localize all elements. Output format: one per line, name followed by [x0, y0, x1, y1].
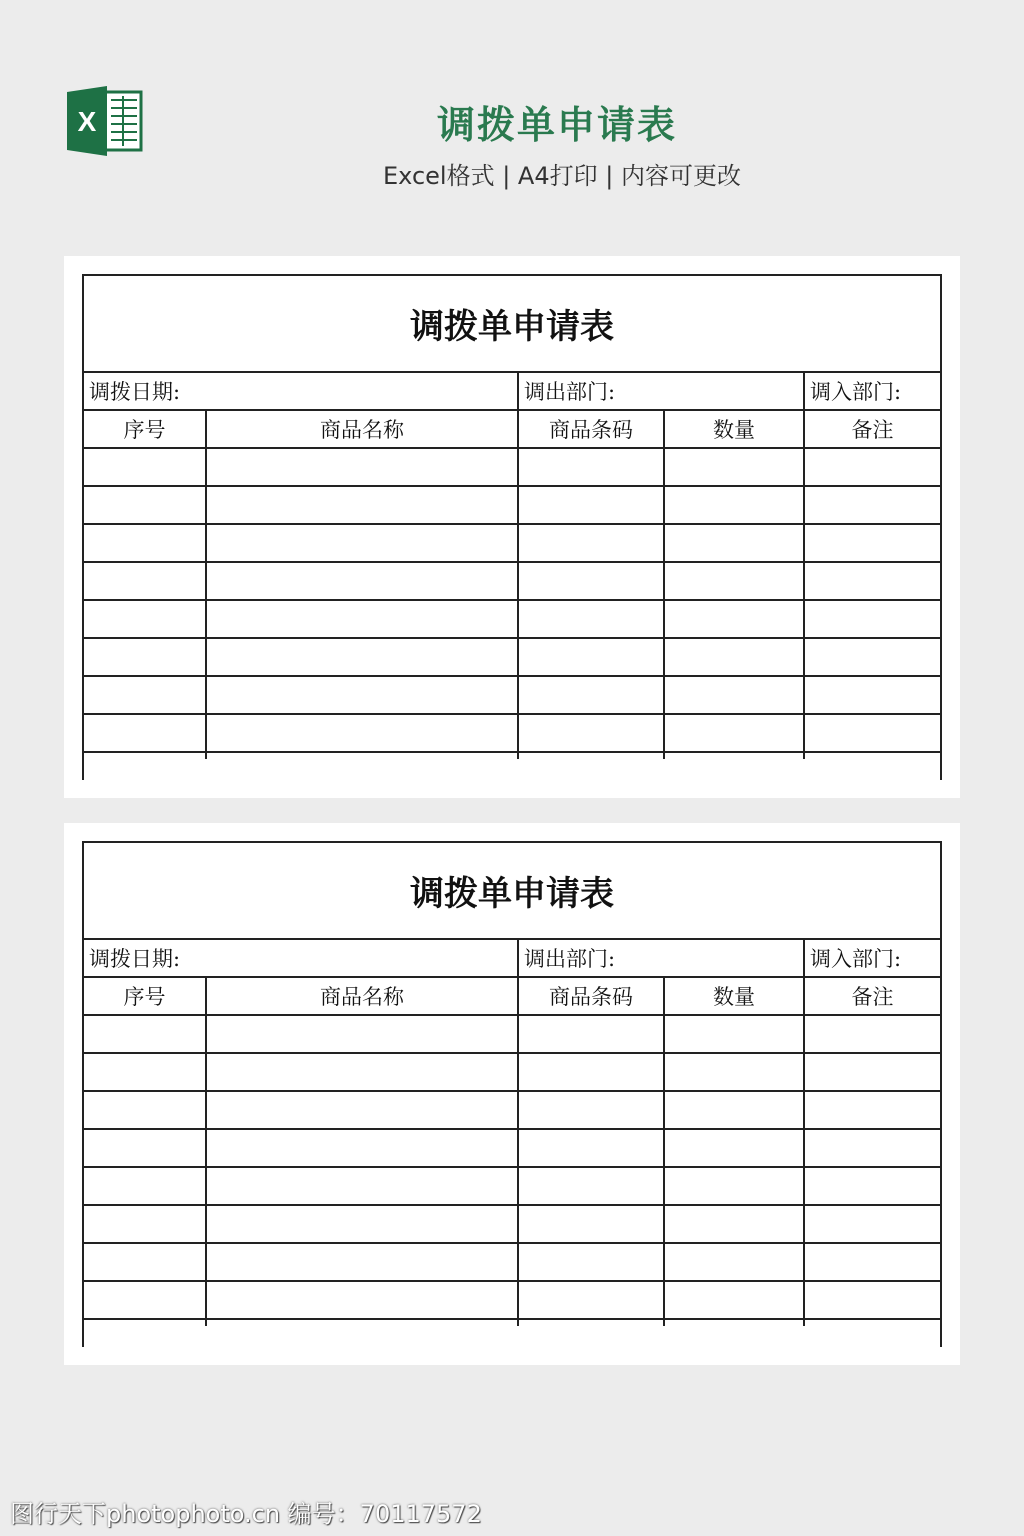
table-row [84, 1129, 940, 1167]
table-cell[interactable] [518, 562, 664, 600]
table-cell[interactable] [84, 1167, 206, 1205]
column-header-remarks: 备注 [804, 410, 940, 448]
table-cell[interactable] [664, 1015, 804, 1053]
table-cell[interactable] [84, 1281, 206, 1319]
table-cell[interactable] [206, 524, 518, 562]
table-cell[interactable] [206, 1281, 518, 1319]
table-row [84, 1205, 940, 1243]
table-cell[interactable] [206, 600, 518, 638]
table-cell[interactable] [518, 524, 664, 562]
table-cell[interactable] [84, 1205, 206, 1243]
table-cell[interactable] [664, 676, 804, 714]
table-cell[interactable] [206, 638, 518, 676]
table-cell [206, 752, 518, 759]
transfer-date-label: 调拨日期: [84, 940, 518, 977]
table-cell[interactable] [206, 714, 518, 752]
table-cell[interactable] [804, 1053, 940, 1091]
table-cell [664, 752, 804, 759]
column-header-barcode: 商品条码 [518, 977, 664, 1015]
column-header-row [84, 977, 940, 1015]
table-cell[interactable] [84, 638, 206, 676]
table-row [84, 1015, 940, 1053]
form-table [84, 940, 940, 1326]
table-row [84, 524, 940, 562]
table-cell [84, 752, 206, 759]
table-cell[interactable] [664, 1281, 804, 1319]
table-cell[interactable] [664, 562, 804, 600]
transfer-date-label: 调拨日期: [84, 373, 518, 410]
table-cell[interactable] [206, 486, 518, 524]
table-cell[interactable] [664, 1167, 804, 1205]
table-cell[interactable] [804, 600, 940, 638]
table-cell[interactable] [804, 448, 940, 486]
table-row [84, 1053, 940, 1091]
table-cell[interactable] [804, 1281, 940, 1319]
table-cell[interactable] [664, 1205, 804, 1243]
table-cell[interactable] [206, 676, 518, 714]
table-cell[interactable] [804, 524, 940, 562]
table-cell[interactable] [206, 1243, 518, 1281]
table-cell[interactable] [84, 1243, 206, 1281]
table-row [84, 714, 940, 752]
table-row [84, 486, 940, 524]
table-cell [206, 1319, 518, 1326]
table-cell[interactable] [84, 562, 206, 600]
table-cell [84, 1319, 206, 1326]
column-header-quantity: 数量 [664, 410, 804, 448]
table-cell[interactable] [84, 448, 206, 486]
table-cell[interactable] [518, 600, 664, 638]
table-row [84, 676, 940, 714]
table-row [84, 1281, 940, 1319]
table-cell[interactable] [84, 676, 206, 714]
form-title: 调拨单申请表 [84, 276, 940, 373]
table-row [84, 448, 940, 486]
info-row [84, 940, 940, 977]
table-cell[interactable] [206, 1053, 518, 1091]
table-cell [804, 1319, 940, 1326]
transfer-form [82, 274, 942, 780]
in-department-label: 调入部门: [804, 373, 940, 410]
table-cell[interactable] [518, 1243, 664, 1281]
table-cell[interactable] [84, 600, 206, 638]
table-cell[interactable] [804, 1015, 940, 1053]
table-cell[interactable] [206, 1091, 518, 1129]
table-cell[interactable] [518, 638, 664, 676]
table-cell[interactable] [804, 714, 940, 752]
form-sheet [64, 256, 960, 798]
table-cell[interactable] [804, 1243, 940, 1281]
form-title: 调拨单申请表 [84, 843, 940, 940]
page-title: 调拨单申请表 [436, 103, 677, 147]
table-row [84, 1243, 940, 1281]
table-row [84, 638, 940, 676]
table-cell[interactable] [518, 1205, 664, 1243]
table-cell[interactable] [804, 486, 940, 524]
table-row-cut-off [84, 1319, 940, 1326]
logo-letter: X [77, 106, 97, 137]
table-cell[interactable] [804, 676, 940, 714]
table-cell[interactable] [664, 1053, 804, 1091]
table-cell [518, 1319, 664, 1326]
out-department-label: 调出部门: [518, 940, 804, 977]
table-cell[interactable] [804, 1205, 940, 1243]
table-cell [664, 1319, 804, 1326]
table-cell[interactable] [84, 1129, 206, 1167]
form-table [84, 373, 940, 759]
table-row-cut-off [84, 752, 940, 759]
table-cell[interactable] [518, 1091, 664, 1129]
table-cell [804, 752, 940, 759]
column-header-remarks: 备注 [804, 977, 940, 1015]
column-header-index: 序号 [84, 410, 206, 448]
form-sheet [64, 823, 960, 1365]
table-cell[interactable] [84, 1015, 206, 1053]
table-cell[interactable] [206, 1015, 518, 1053]
table-cell [518, 752, 664, 759]
table-cell[interactable] [206, 1129, 518, 1167]
table-cell[interactable] [664, 1091, 804, 1129]
table-cell[interactable] [518, 1015, 664, 1053]
table-cell[interactable] [518, 1281, 664, 1319]
table-cell[interactable] [664, 1129, 804, 1167]
table-cell[interactable] [804, 1091, 940, 1129]
table-cell[interactable] [518, 714, 664, 752]
table-cell[interactable] [518, 448, 664, 486]
column-header-product-name: 商品名称 [206, 977, 518, 1015]
table-cell[interactable] [664, 1243, 804, 1281]
table-cell[interactable] [664, 448, 804, 486]
out-department-label: 调出部门: [518, 373, 804, 410]
table-cell[interactable] [664, 486, 804, 524]
in-department-label: 调入部门: [804, 940, 940, 977]
table-cell[interactable] [518, 1053, 664, 1091]
table-row [84, 1091, 940, 1129]
table-cell[interactable] [84, 524, 206, 562]
table-cell[interactable] [664, 714, 804, 752]
table-cell[interactable] [84, 1053, 206, 1091]
table-cell[interactable] [804, 1167, 940, 1205]
table-cell[interactable] [518, 1129, 664, 1167]
table-cell[interactable] [664, 524, 804, 562]
column-header-quantity: 数量 [664, 977, 804, 1015]
table-cell[interactable] [804, 638, 940, 676]
table-cell[interactable] [804, 1129, 940, 1167]
table-cell[interactable] [804, 562, 940, 600]
table-cell[interactable] [518, 676, 664, 714]
table-cell[interactable] [84, 486, 206, 524]
column-header-row [84, 410, 940, 448]
table-cell[interactable] [664, 600, 804, 638]
table-cell[interactable] [518, 1167, 664, 1205]
column-header-barcode: 商品条码 [518, 410, 664, 448]
table-cell[interactable] [518, 486, 664, 524]
column-header-product-name: 商品名称 [206, 410, 518, 448]
table-cell[interactable] [206, 448, 518, 486]
column-header-index: 序号 [84, 977, 206, 1015]
table-cell[interactable] [664, 638, 804, 676]
table-cell[interactable] [84, 714, 206, 752]
info-row [84, 373, 940, 410]
table-cell[interactable] [206, 562, 518, 600]
transfer-form [82, 841, 942, 1347]
table-cell[interactable] [206, 1205, 518, 1243]
table-row [84, 562, 940, 600]
table-cell[interactable] [206, 1167, 518, 1205]
table-row [84, 600, 940, 638]
watermark: 图行天下photophoto.cn 编号：70117572 [10, 1500, 482, 1528]
table-cell[interactable] [84, 1091, 206, 1129]
table-row [84, 1167, 940, 1205]
page-subtitle: Excel格式 | A4打印 | 内容可更改 [383, 162, 741, 190]
